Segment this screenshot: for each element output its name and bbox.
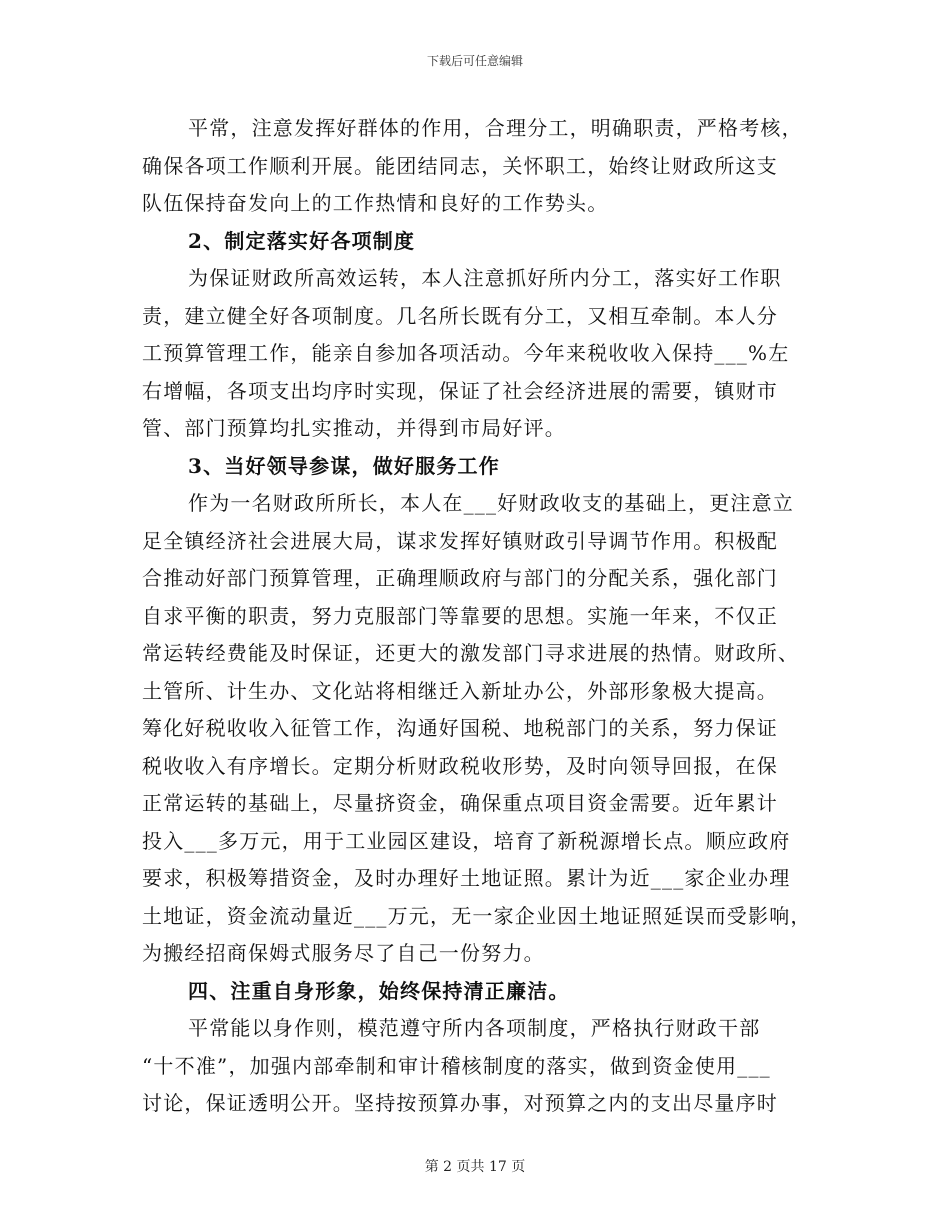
paragraph-line: 为保证财政所高效运转，本人注意抓好所内分工，落实好工作职 bbox=[188, 266, 782, 290]
paragraph-line: 自求平衡的职责，努力克服部门等靠要的思想。实施一年来，不仅正 bbox=[142, 603, 778, 628]
paragraph-line: 责，建立健全好各项制度。几名所长既有分工，又相互牵制。本人分 bbox=[142, 303, 778, 328]
paragraph-line: 土地证，资金流动量近___万元，无一家企业因土地证照延误而受影响， bbox=[142, 903, 812, 928]
paragraph-line: 工预算管理工作，能亲自参加各项活动。今年来税收收入保持___%左 bbox=[142, 341, 790, 365]
section-heading: 2、制定落实好各项制度 bbox=[188, 228, 416, 253]
paragraph-line: 队伍保持奋发向上的工作热情和良好的工作势头。 bbox=[142, 191, 609, 215]
page-footer: 第 2 页共 17 页 bbox=[424, 1159, 526, 1175]
paragraph-line: 投入___多万元，用于工业园区建设，培育了新税源增长点。顺应政府 bbox=[142, 828, 791, 853]
paragraph-line: 右增幅，各项支出均序时实现，保证了社会经济进展的需要，镇财市 bbox=[142, 378, 778, 403]
section-heading: 四、注重自身形象，始终保持清正廉洁。 bbox=[188, 978, 570, 1003]
paragraph-line: 为搬经招商保姆式服务尽了自己一份努力。 bbox=[142, 941, 545, 965]
paragraph-line: 土管所、计生办、文化站将相继迁入新址办公，外部形象极大提高。 bbox=[142, 678, 778, 703]
paragraph-line: 作为一名财政所所长，本人在___好财政收支的基础上，更注意立 bbox=[188, 491, 794, 515]
paragraph-line: “十不准”，加强内部牵制和审计稽核制度的落实，做到资金使用___ bbox=[142, 1053, 771, 1078]
paragraph-line: 要求，积极筹措资金，及时办理好土地证照。累计为近___家企业办理 bbox=[142, 866, 791, 890]
paragraph-line: 管、部门预算均扎实推动，并得到市局好评。 bbox=[142, 416, 566, 440]
paragraph-line: 平常，注意发挥好群体的作用，合理分工，明确职责，严格考核， bbox=[188, 116, 803, 140]
paragraph-line: 平常能以身作则，模范遵守所内各项制度，严格执行财政干部 bbox=[188, 1016, 761, 1040]
page-header: 下载后可任意编辑 bbox=[426, 54, 523, 68]
paragraph-line: 合推动好部门预算管理，正确理顺政府与部门的分配关系，强化部门 bbox=[142, 566, 778, 590]
document-body bbox=[142, 110, 832, 1123]
paragraph-line: 筹化好税收收入征管工作，沟通好国税、地税部门的关系，努力保证 bbox=[142, 716, 778, 740]
paragraph-line: 讨论，保证透明公开。坚持按预算办事，对预算之内的支出尽量序时 bbox=[142, 1091, 778, 1115]
section-heading: 3、当好领导参谋，做好服务工作 bbox=[188, 453, 500, 478]
paragraph-line: 常运转经费能及时保证，还更大的激发部门寻求进展的热情。财政所、 bbox=[142, 641, 800, 665]
paragraph-line: 确保各项工作顺利开展。能团结同志，关怀职工，始终让财政所这支 bbox=[142, 153, 778, 178]
paragraph-line: 足全镇经济社会进展大局，谋求发挥好镇财政引导调节作用。积极配 bbox=[142, 528, 778, 553]
paragraph-line: 正常运转的基础上，尽量挤资金，确保重点项目资金需要。近年累计 bbox=[142, 791, 778, 815]
paragraph-line: 税收收入有序增长。定期分析财政税收形势，及时向领导回报，在保 bbox=[142, 753, 778, 778]
